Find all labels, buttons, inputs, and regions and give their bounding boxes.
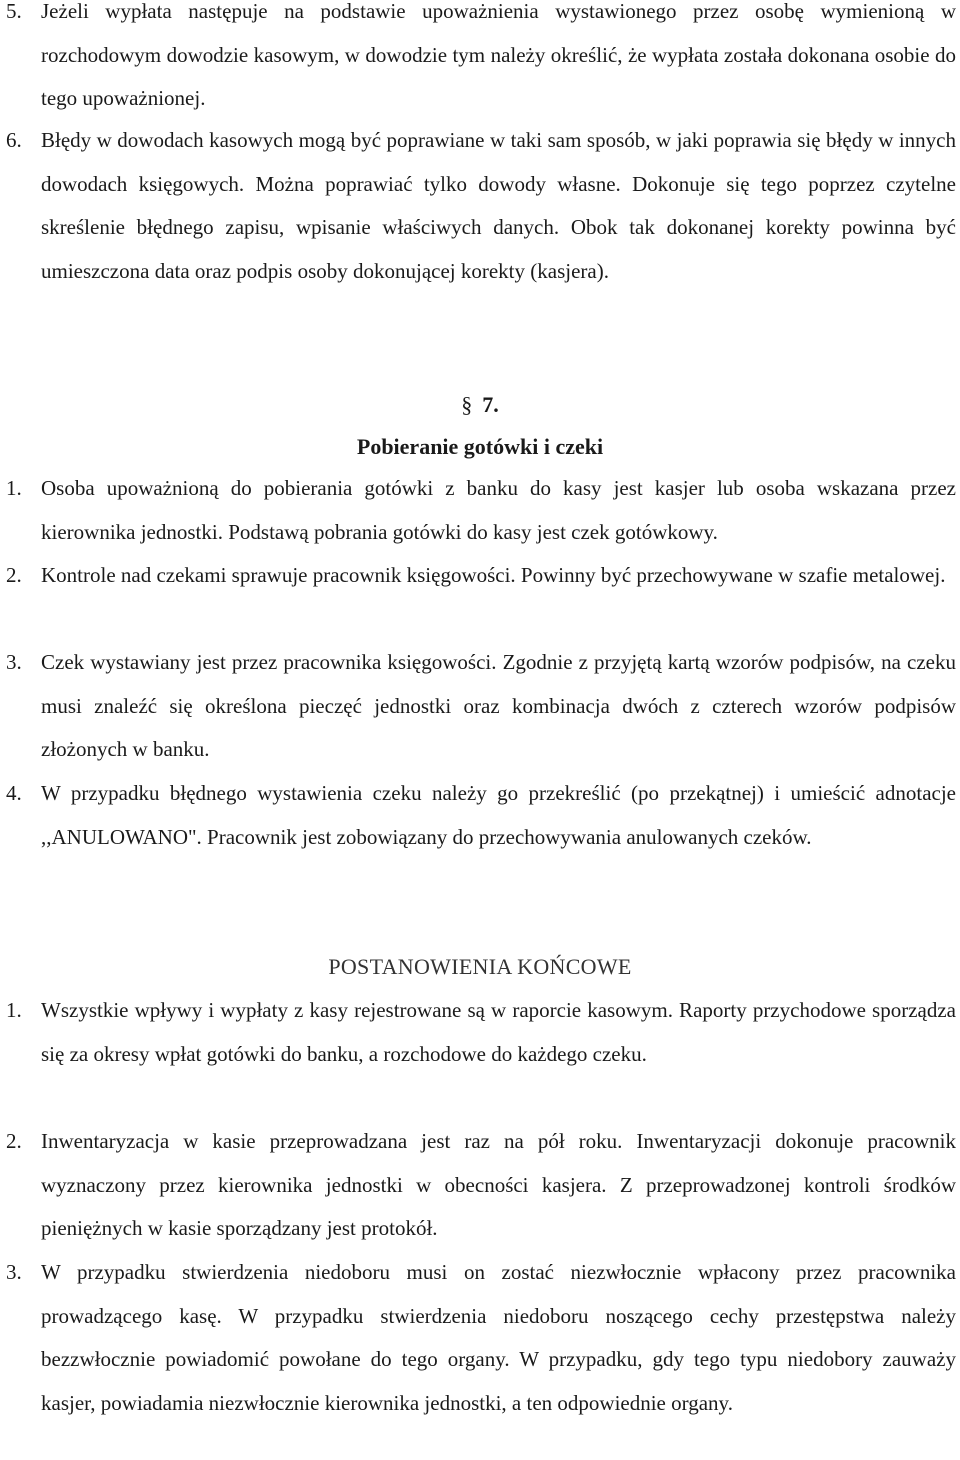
item-number: 3. — [6, 650, 22, 674]
item-number: 5. — [6, 0, 22, 23]
item-text: Osoba upoważnioną do pobierania gotówki z banku do kasy jest kasjer lub osoba wskazana przez kierownika jednostki. Podstawą pobrania gotówki do kasy jest czek gotówkowy. — [41, 476, 956, 544]
item-text: Kontrole nad czekami sprawuje pracownik księgowości. Powinny być przechowywane w szafie metalowej. — [41, 563, 946, 587]
item-text: W przypadku błędnego wystawienia czeku należy go przekreślić (po przekątnej) i umieścić adnotacje ,,ANULOWANO". Pracownik jest zobowiązany do przechowywania anulowanych czeków. — [41, 781, 956, 849]
section-number-value: 7. — [482, 392, 499, 417]
item-text: Inwentaryzacja w kasie przeprowadzana jest raz na pół roku. Inwentaryzacji dokonuje pracownik wyznaczony przez kierownika jednostki w obecności kasjera. Z przeprowadzonej kontroli środków pieniężnych w kasie sporządzany jest protokół. — [41, 1129, 956, 1240]
closing-title: POSTANOWIENIA KOŃCOWE — [328, 954, 632, 979]
list-item — [0, 641, 956, 772]
section-title: Pobieranie gotówki i czeki — [356, 434, 604, 459]
list-item — [0, 989, 956, 1076]
list-item — [0, 772, 956, 859]
item-text: Jeżeli wypłata następuje na podstawie upoważnienia wystawionego przez osobę wymienioną w rozchodowym dowodzie kasowym, w dowodzie tym należy określić, że wypłata została dokonana osobie do tego upoważnionej. — [41, 0, 956, 110]
list-item — [0, 0, 956, 121]
list-item — [0, 1251, 956, 1425]
item-number: 2. — [6, 563, 22, 587]
list-item — [0, 1120, 956, 1251]
list-item — [0, 119, 956, 293]
item-text: Błędy w dowodach kasowych mogą być poprawiane w taki sam sposób, w jaki poprawia się błędy w innych dowodach księgowych. Można poprawiać tylko dowody własne. Dokonuje się tego poprzez czytelne skreślenie błędnego zapisu, wpisanie właściwych danych. Obok tak dokonanej korekty powinna być umieszczona data oraz podpis osoby dokonującej korekty (kasjera). — [41, 128, 956, 283]
list-item — [0, 467, 956, 554]
item-number: 6. — [6, 128, 22, 152]
item-number: 3. — [6, 1260, 22, 1284]
item-text: Wszystkie wpływy i wypłaty z kasy rejestrowane są w raporcie kasowym. Raporty przychodowe sporządza się za okresy wpłat gotówki do banku, a rozchodowe do każdego czeku. — [41, 998, 956, 1066]
item-number: 2. — [6, 1129, 22, 1153]
item-text: Czek wystawiany jest przez pracownika księgowości. Zgodnie z przyjętą kartą wzorów podpisów, na czeku musi znaleźć się określona pieczęć jednostki oraz kombinacja dwóch z czterech wzorów podpisów złożonych w banku. — [41, 650, 956, 761]
item-text: W przypadku stwierdzenia niedoboru musi on zostać niezwłocznie wpłacony przez pracownika prowadzącego kasę. W przypadku stwierdzenia niedoboru noszącego cechy przestępstwa należy bezzwłocznie powiadomić powołane do tego organy. W przypadku, gdy tego typu niedobory zauważy kasjer, powiadamia niezwłocznie kierownika jednostki, a ten odpowiednie organy. — [41, 1260, 956, 1415]
section-sign: § — [461, 392, 473, 417]
item-number: 1. — [6, 476, 22, 500]
section-number — [0, 390, 960, 420]
item-number: 4. — [6, 781, 22, 805]
list-item — [0, 554, 956, 598]
item-number: 1. — [6, 998, 22, 1022]
